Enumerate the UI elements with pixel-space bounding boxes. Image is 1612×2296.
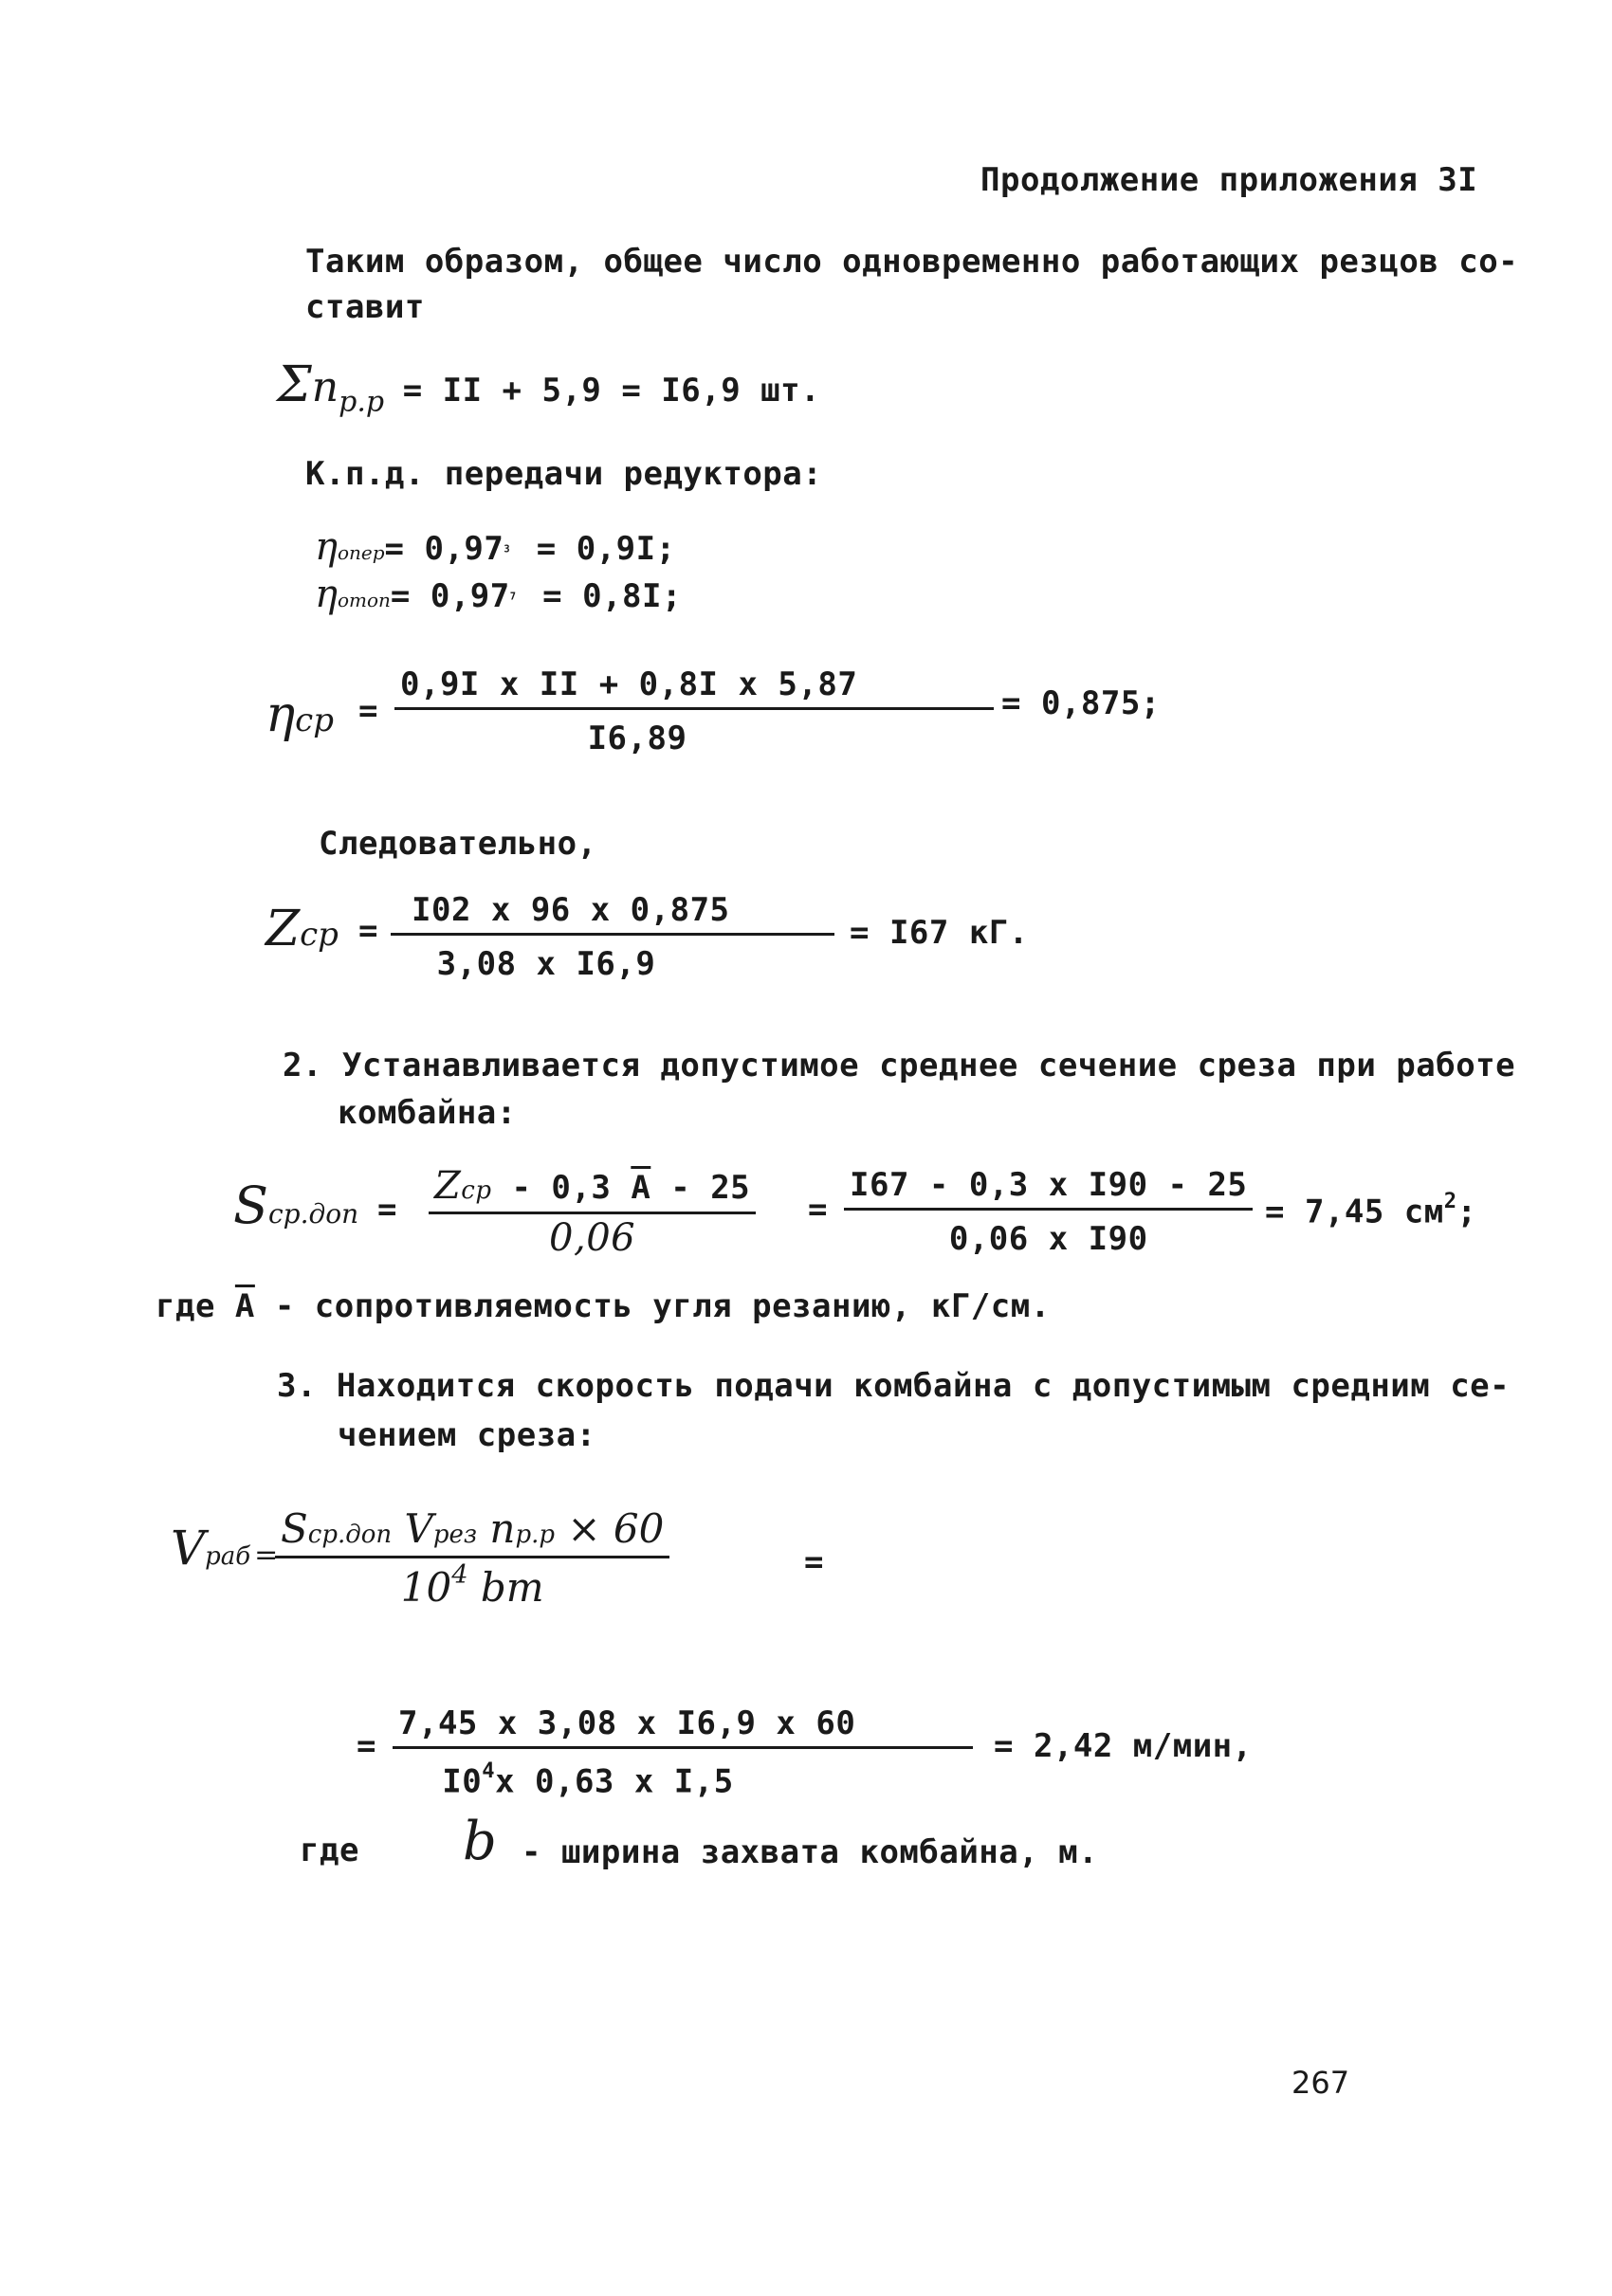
s-frac1-tail: - 25 — [650, 1169, 751, 1207]
s-frac1-mid: - 0,3 — [491, 1169, 632, 1207]
sum-sub: р.р — [339, 385, 385, 419]
sum-var: n — [311, 363, 339, 411]
v-numeric-den-exp: 4 — [482, 1758, 496, 1783]
v-numeric-denominator — [442, 1749, 733, 1800]
kpd-line-2-exp: 7 — [509, 591, 517, 603]
s-formula-eq: = — [377, 1191, 397, 1229]
s-frac1-denominator: 0,06 — [549, 1216, 636, 1260]
eta-avg-result: = 0,875; — [1001, 684, 1161, 722]
sigma-symbol: Σ — [277, 356, 312, 413]
eta-avg-lhs — [266, 686, 334, 743]
v-den-tail: bm — [467, 1564, 544, 1612]
v-sub: раб — [205, 1542, 251, 1571]
kpd-line-1 — [315, 525, 676, 569]
n-sub: р.р — [515, 1521, 556, 1549]
v-formula-eq2: = — [804, 1543, 824, 1581]
s-symbol: S — [233, 1175, 268, 1235]
s-result-text: = 7,45 см — [1265, 1193, 1444, 1231]
consequently-text: Следовательно, — [319, 825, 597, 863]
v-formula-lhs — [171, 1521, 278, 1576]
s-frac1-numerator — [429, 1164, 756, 1214]
v-numeric-eq: = — [357, 1727, 376, 1765]
b-symbol: b — [463, 1811, 497, 1872]
eta-avg-sub: ср — [295, 702, 334, 739]
s-symbol: S — [281, 1505, 308, 1552]
v-num-tail: × 60 — [555, 1505, 665, 1552]
z-avg-fraction — [394, 891, 831, 983]
eta-sub: отоп — [337, 589, 391, 611]
s-result-exp: 2 — [1443, 1189, 1457, 1213]
z-avg-eq: = — [358, 912, 378, 950]
item2-line-1: 2. Устанавливается допустимое среднее сечение среза при работе — [283, 1047, 1516, 1084]
z-avg-lhs — [266, 901, 339, 957]
n-symbol: n — [477, 1505, 516, 1552]
v-den-exp: 4 — [451, 1560, 468, 1590]
s-frac2-numerator: I67 - 0,3 x I90 - 25 — [844, 1166, 1253, 1211]
item3-line-1: 3. Находится скорость подачи комбайна с допустимым средним се- — [277, 1367, 1511, 1405]
kpd-line-2 — [315, 573, 682, 616]
z-avg-numerator: I02 x 96 x 0,875 — [391, 891, 834, 936]
page-header: Продолжение приложения 3I — [980, 161, 1478, 199]
kpd-label: К.п.д. передачи редуктора: — [305, 455, 823, 493]
s-formula-lhs — [233, 1175, 358, 1235]
eta-symbol: η — [315, 573, 338, 616]
intro-line-1: Таким образом, общее число одновременно работающих резцов со- — [305, 243, 1519, 281]
where-b-prefix: где — [300, 1831, 359, 1869]
kpd-line-2-result: = 0,8I; — [542, 577, 682, 615]
v-denominator — [401, 1558, 544, 1611]
z-avg-sub: ср — [300, 916, 339, 954]
s-formula-fraction-2 — [844, 1166, 1253, 1258]
v-numeric-numerator: 7,45 x 3,08 x I6,9 x 60 — [393, 1704, 973, 1749]
eta-sub: опер — [337, 541, 385, 564]
v-numeric-den-tail: x 0,63 x I,5 — [495, 1762, 734, 1801]
z-symbol: Z — [266, 901, 301, 957]
s-frac2-denominator: 0,06 x I90 — [948, 1220, 1148, 1258]
s-formula-fraction-1 — [429, 1164, 756, 1260]
v-rez-sub: рез — [432, 1521, 478, 1549]
eta-avg-eq: = — [358, 692, 378, 730]
s-sub: ср.доп — [268, 1198, 359, 1230]
item3-line-2: чением среза: — [338, 1416, 596, 1454]
where-b-text: - ширина захвата комбайна, м. — [522, 1833, 1099, 1871]
a-symbol: $\overline{A}$ — [631, 1169, 651, 1207]
eta-symbol: η — [315, 525, 338, 569]
v-numeric-den-base: I0 — [442, 1762, 483, 1801]
v-eq: = — [254, 1539, 279, 1572]
sum-formula — [277, 356, 820, 419]
kpd-line-1-rhs: = 0,97 — [384, 530, 504, 568]
v-numeric-result: = 2,42 м/мин, — [994, 1727, 1253, 1765]
kpd-line-2-rhs: = 0,97 — [390, 577, 510, 615]
eta-avg-fraction — [391, 665, 998, 757]
z-sub: ср — [461, 1176, 492, 1205]
v-den-base: 10 — [400, 1564, 452, 1612]
v-numeric-fraction — [389, 1704, 977, 1800]
where-prefix: где — [156, 1287, 235, 1325]
kpd-line-1-result: = 0,9I; — [536, 530, 676, 568]
where-a-line — [156, 1287, 1051, 1325]
where-a-text: - сопротивляемость угля резанию, кГ/см. — [254, 1287, 1051, 1325]
sum-rhs: = II + 5,9 = I6,9 шт. — [402, 372, 821, 410]
intro-line-2: ставит — [305, 288, 425, 326]
s-formula-result — [1265, 1189, 1477, 1230]
v-symbol: V — [392, 1505, 433, 1552]
eta-avg-denominator: I6,89 — [587, 720, 687, 757]
z-symbol: Z — [434, 1164, 462, 1208]
s-formula-eq2: = — [808, 1191, 828, 1229]
v-formula-fraction — [275, 1505, 669, 1611]
a-symbol: $\overline{A}$ — [234, 1287, 255, 1325]
s-result-tail: ; — [1456, 1193, 1477, 1231]
kpd-line-1-exp: 3 — [504, 543, 511, 556]
eta-symbol: η — [266, 686, 296, 743]
z-avg-denominator: 3,08 x I6,9 — [436, 945, 656, 983]
eta-avg-numerator: 0,9I x II + 0,8I x 5,87 — [394, 665, 994, 710]
v-numerator — [275, 1505, 669, 1558]
z-avg-result: = I67 кГ. — [850, 914, 1029, 952]
page-number: 267 — [1291, 2065, 1350, 2101]
s-sub: ср.доп — [307, 1521, 393, 1549]
item2-line-2: комбайна: — [338, 1094, 517, 1132]
v-symbol: V — [171, 1521, 206, 1576]
